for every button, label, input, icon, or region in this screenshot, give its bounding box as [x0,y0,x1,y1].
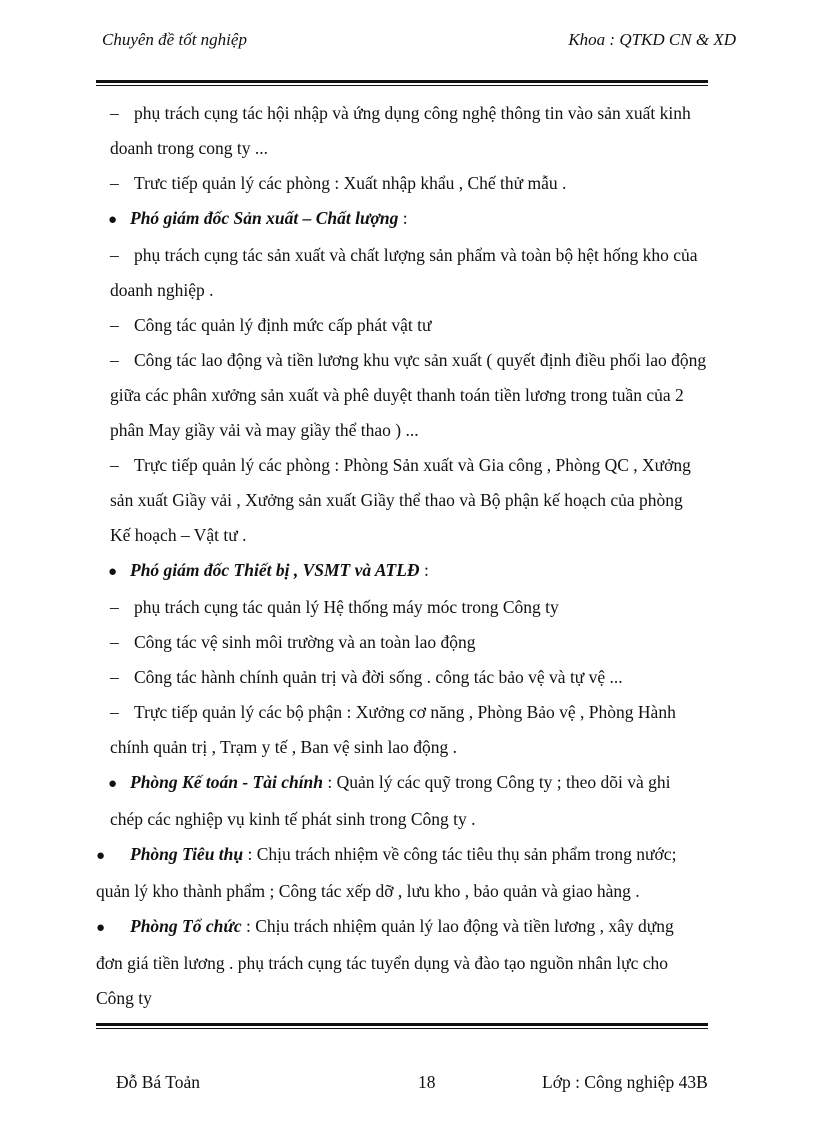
header-rule [96,80,708,86]
header-faculty: Khoa : QTKD CN & XD [568,30,736,49]
dash-item: – Trưc tiếp quản lý các phòng : Xuất nhập khẩu , Chế thử mẫu . [110,173,567,193]
bullet-paragraph: ● Phòng Tiêu thụ : Chịu trách nhiệm về công tác tiêu thụ sản phẩm trong nước; [96,837,742,874]
dash-item: – Công tác quản lý định mức cấp phát vật tư [110,315,432,335]
continuation-line: phân May giầy vải và may giầy thể thao ) ... [110,420,419,440]
page-body [96,96,742,1016]
continuation-line: chép các nghiệp vụ kinh tế phát sinh trong Công ty . [110,809,476,829]
continuation-line: chính quản trị , Trạm y tế , Ban vệ sinh lao động . [110,737,458,757]
bullet-paragraph: ● Phòng Tổ chức : Chịu trách nhiệm quản lý lao động và tiền lương , xây dựng [96,909,742,946]
continuation-line: Kế hoạch – Vật tư . [110,525,247,545]
dash-item: – Công tác hành chính quản trị và đời sống . công tác bảo vệ và tự vệ ... [110,667,623,687]
footer-author: Đỗ Bá Toản [116,1072,200,1092]
continuation-line: sản xuất Giầy vải , Xưởng sản xuất Giầy thể thao và Bộ phận kế hoạch của phòng [110,490,683,510]
bullet-paragraph: ● Phòng Kế toán - Tài chính : Quản lý các quỹ trong Công ty ; theo dõi và ghi [96,765,742,802]
dash-item: – phụ trách cụng tác hội nhập và ứng dụng công nghệ thông tin vào sản xuất kinh [110,103,691,123]
dash-item: – Trực tiếp quản lý các phòng : Phòng Sản xuất và Gia công , Phòng QC , Xưởng [110,455,691,475]
bullet-icon: ● [108,564,118,580]
continuation-line: đơn giá tiền lương . phụ trách cụng tác tuyển dụng và đào tạo nguồn nhân lực cho [96,953,669,973]
bullet-icon: ● [96,848,106,864]
page-number: 18 [418,1072,436,1092]
continuation-line: giữa các phân xưởng sản xuất và phê duyệt thanh toán tiền lương trong tuần của 2 [110,385,684,405]
continuation-line: doanh nghiệp . [110,280,214,300]
continuation-line: quản lý kho thành phẩm ; Công tác xếp dỡ , lưu kho , bảo quản và giao hàng . [96,881,640,901]
bullet-heading: ● Phó giám đốc Sản xuất – Chất lượng : [96,201,742,238]
dash-item: – phụ trách cụng tác quản lý Hệ thống máy móc trong Công ty [110,597,559,617]
bullet-icon: ● [108,776,118,792]
footer-rule [96,1023,708,1029]
bullet-icon: ● [108,212,118,228]
dash-item: – phụ trách cụng tác sản xuất và chất lượng sản phẩm và toàn bộ hệt hống kho của [110,245,698,265]
bullet-icon: ● [96,920,106,936]
continuation-line: Công ty [96,988,152,1008]
dash-item: – Trực tiếp quản lý các bộ phận : Xưởng cơ năng , Phòng Bảo vệ , Phòng Hành [110,702,676,722]
bullet-heading: ● Phó giám đốc Thiết bị , VSMT và ATLĐ : [96,553,742,590]
header-chapter: Chuyên đề tốt nghiệp [102,30,247,49]
continuation-line: doanh trong cong ty ... [110,138,268,158]
dash-item: – Công tác vệ sinh môi trường và an toàn lao động [110,632,476,652]
dash-item: – Công tác lao động và tiền lương khu vực sản xuất ( quyết định điều phối lao động [110,350,707,370]
footer-class: Lớp : Công nghiệp 43B [542,1072,708,1092]
